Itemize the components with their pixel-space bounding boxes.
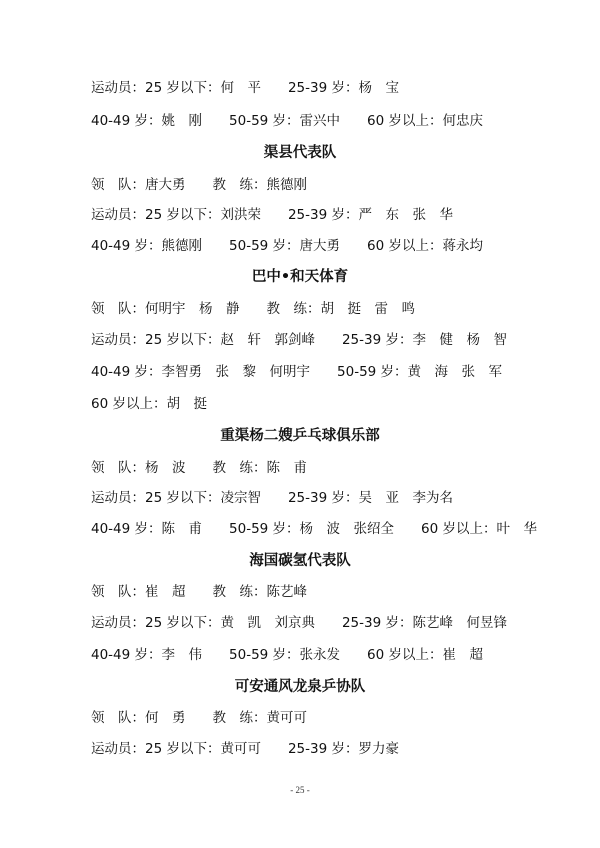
text-line: 运动员：25 岁以下：刘洪荣 25-39 岁：严 东 张 华 bbox=[91, 207, 453, 223]
text-line: 领 队：杨 波 教 练：陈 甫 bbox=[91, 460, 307, 476]
text-line: 运动员：25 岁以下：何 平 25-39 岁：杨 宝 bbox=[91, 80, 399, 96]
text-line: 运动员：25 岁以下：赵 轩 郭剑峰 25-39 岁：李 健 杨 智 bbox=[91, 332, 507, 348]
text-line: 运动员：25 岁以下：凌宗智 25-39 岁：吴 亚 李为名 bbox=[91, 490, 453, 506]
text-line: 40-49 岁：熊德刚 50-59 岁：唐大勇 60 岁以上：蒋永均 bbox=[91, 238, 484, 254]
team-heading: 渠县代表队 bbox=[263, 145, 337, 161]
text-line: 60 岁以上：胡 挺 bbox=[91, 396, 207, 412]
text-line: 40-49 岁：陈 甫 50-59 岁：杨 波 张绍全 60 岁以上：叶 华 bbox=[91, 521, 538, 537]
team-heading: 重渠杨二嫂乒乓球俱乐部 bbox=[220, 428, 380, 444]
text-line: 领 队：何 勇 教 练：黄可可 bbox=[91, 710, 307, 726]
team-heading: 海国碳氢代表队 bbox=[249, 553, 351, 569]
team-heading: 巴中•和天体育 bbox=[251, 269, 349, 285]
text-line: 40-49 岁：姚 刚 50-59 岁：雷兴中 60 岁以上：何忠庆 bbox=[91, 113, 484, 129]
text-line: 运动员：25 岁以下：黄 凯 刘京典 25-39 岁：陈艺峰 何昱锋 bbox=[91, 615, 507, 631]
team-heading: 可安通风龙泉乒协队 bbox=[234, 679, 366, 695]
text-line: 领 队：唐大勇 教 练：熊德刚 bbox=[91, 177, 307, 193]
text-line: 运动员：25 岁以下：黄可可 25-39 岁：罗力豪 bbox=[91, 741, 399, 757]
text-line: 领 队：崔 超 教 练：陈艺峰 bbox=[91, 584, 307, 600]
text-line: 40-49 岁：李 伟 50-59 岁：张永发 60 岁以上：崔 超 bbox=[91, 647, 484, 663]
page-number: - 25 - bbox=[290, 785, 310, 795]
text-line: 40-49 岁：李智勇 张 黎 何明宇 50-59 岁：黄 海 张 军 bbox=[91, 364, 503, 380]
text-line: 领 队：何明宇 杨 静 教 练：胡 挺 雷 鸣 bbox=[91, 301, 415, 317]
